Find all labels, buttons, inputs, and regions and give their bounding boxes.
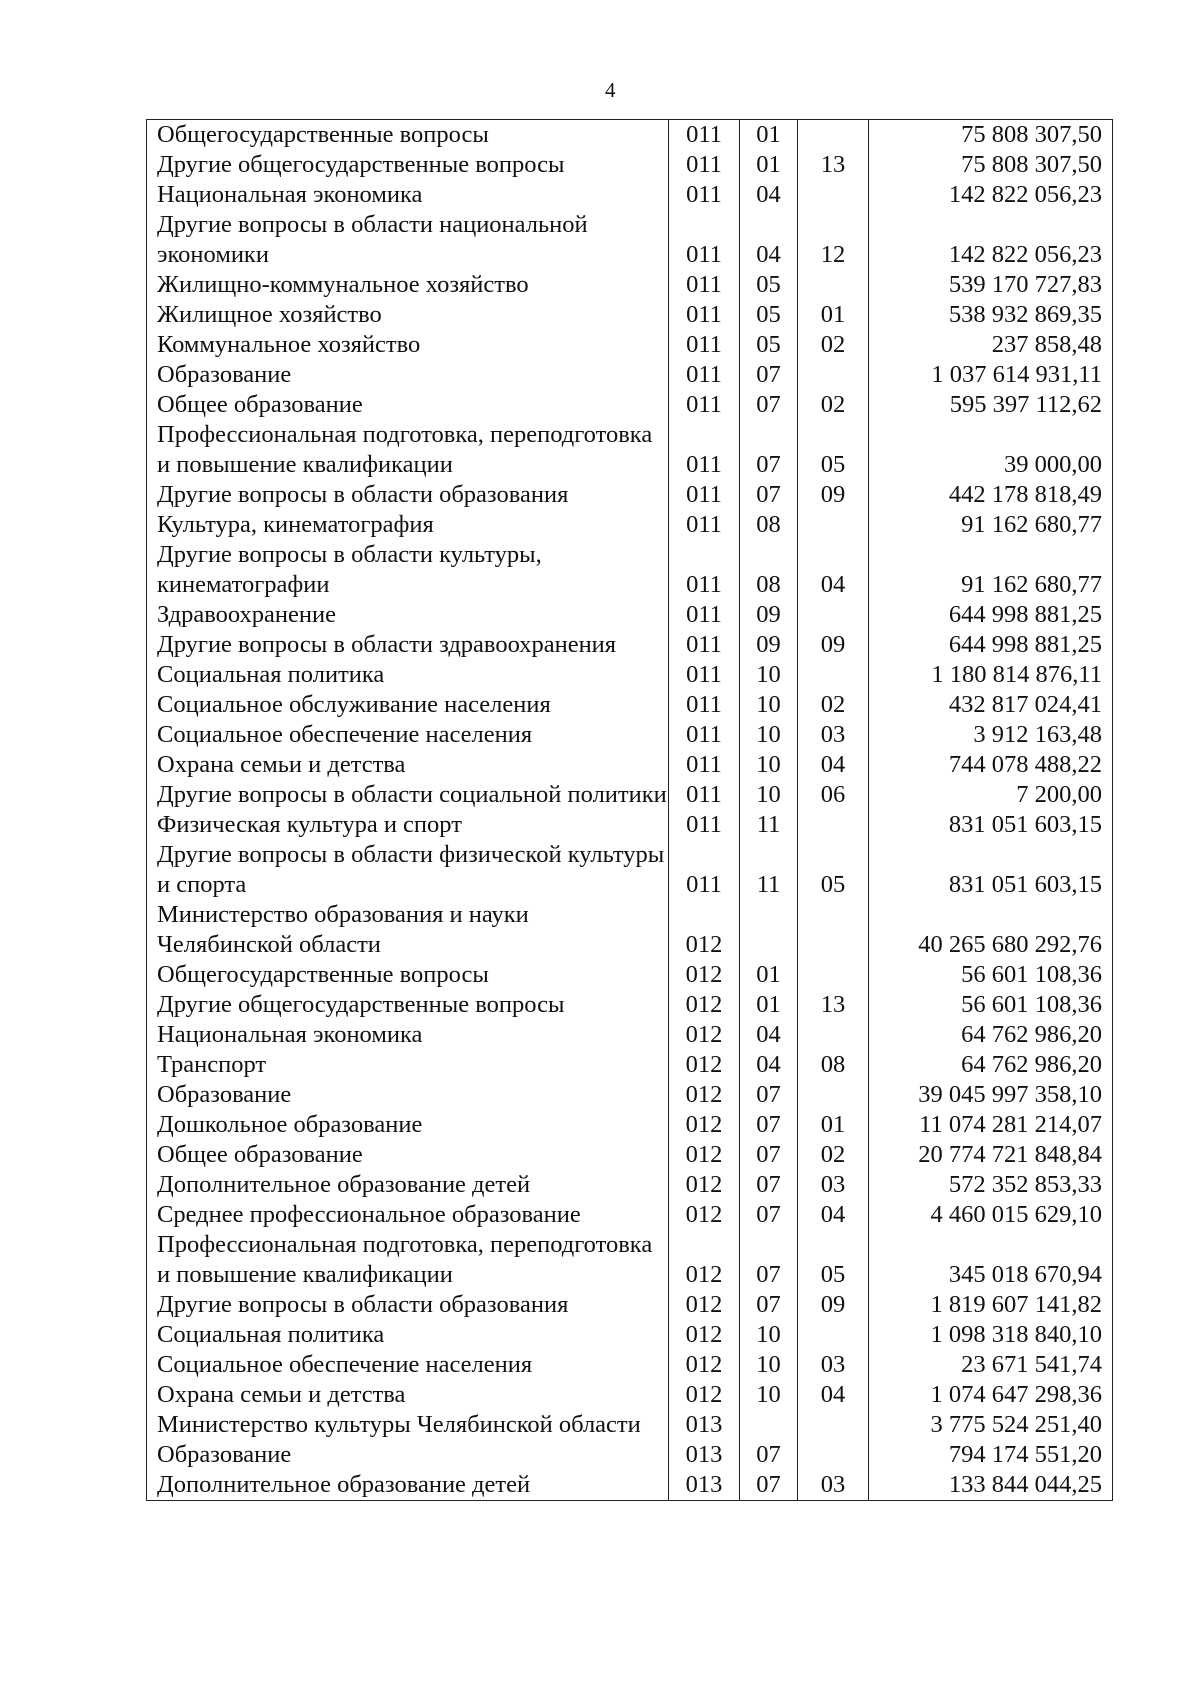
row-amount: 237 858,48	[869, 330, 1113, 360]
table-row	[147, 1200, 1113, 1230]
row-section-code: 01	[740, 150, 798, 180]
table-row	[147, 1230, 1113, 1290]
table-row	[147, 210, 1113, 270]
row-ministry-code: 013	[669, 1470, 740, 1501]
row-amount: 794 174 551,20	[869, 1440, 1113, 1470]
table-row	[147, 780, 1113, 810]
row-subsection-code: 05	[798, 840, 869, 900]
row-amount: 64 762 986,20	[869, 1050, 1113, 1080]
table-row	[147, 180, 1113, 210]
row-subsection-code	[798, 360, 869, 390]
row-ministry-code: 012	[669, 1290, 740, 1320]
row-ministry-code: 012	[669, 1230, 740, 1290]
row-ministry-code: 011	[669, 840, 740, 900]
row-name: Профессиональная подготовка, переподготовка и повышение квалификации	[147, 420, 669, 480]
row-amount: 1 074 647 298,36	[869, 1380, 1113, 1410]
row-ministry-code: 011	[669, 750, 740, 780]
row-subsection-code	[798, 1440, 869, 1470]
row-ministry-code: 012	[669, 900, 740, 960]
table-row	[147, 480, 1113, 510]
row-amount: 142 822 056,23	[869, 210, 1113, 270]
table-row	[147, 810, 1113, 840]
row-subsection-code	[798, 1020, 869, 1050]
row-subsection-code: 09	[798, 480, 869, 510]
row-name: Дошкольное образование	[147, 1110, 669, 1140]
row-name: Другие вопросы в области образования	[147, 480, 669, 510]
row-name: Национальная экономика	[147, 180, 669, 210]
row-name: Социальное обслуживание населения	[147, 690, 669, 720]
table-row	[147, 1350, 1113, 1380]
row-name: Культура, кинематография	[147, 510, 669, 540]
row-section-code: 07	[740, 390, 798, 420]
row-subsection-code: 13	[798, 150, 869, 180]
row-amount: 39 045 997 358,10	[869, 1080, 1113, 1110]
row-amount: 1 098 318 840,10	[869, 1320, 1113, 1350]
row-name: Министерство культуры Челябинской области	[147, 1410, 669, 1440]
row-amount: 91 162 680,77	[869, 510, 1113, 540]
row-name: Жилищное хозяйство	[147, 300, 669, 330]
row-ministry-code: 011	[669, 210, 740, 270]
row-ministry-code: 013	[669, 1440, 740, 1470]
row-ministry-code: 012	[669, 990, 740, 1020]
table-row	[147, 390, 1113, 420]
row-ministry-code: 011	[669, 720, 740, 750]
row-subsection-code: 01	[798, 300, 869, 330]
budget-table-body	[147, 120, 1113, 1501]
row-section-code	[740, 900, 798, 960]
row-amount: 133 844 044,25	[869, 1470, 1113, 1501]
row-name: Дополнительное образование детей	[147, 1470, 669, 1501]
row-subsection-code: 03	[798, 1170, 869, 1200]
table-row	[147, 1320, 1113, 1350]
row-section-code: 08	[740, 540, 798, 600]
table-row	[147, 720, 1113, 750]
row-ministry-code: 011	[669, 510, 740, 540]
row-name: Другие вопросы в области культуры, кинематографии	[147, 540, 669, 600]
row-ministry-code: 012	[669, 1020, 740, 1050]
row-ministry-code: 011	[669, 270, 740, 300]
row-section-code: 09	[740, 600, 798, 630]
row-section-code: 07	[740, 480, 798, 510]
row-amount: 4 460 015 629,10	[869, 1200, 1113, 1230]
row-name: Другие общегосударственные вопросы	[147, 990, 669, 1020]
row-ministry-code: 013	[669, 1410, 740, 1440]
table-row	[147, 510, 1113, 540]
row-subsection-code: 06	[798, 780, 869, 810]
row-amount: 744 078 488,22	[869, 750, 1113, 780]
row-ministry-code: 012	[669, 1140, 740, 1170]
row-amount: 75 808 307,50	[869, 120, 1113, 151]
row-amount: 538 932 869,35	[869, 300, 1113, 330]
row-section-code: 08	[740, 510, 798, 540]
row-subsection-code	[798, 600, 869, 630]
row-subsection-code: 01	[798, 1110, 869, 1140]
table-row	[147, 630, 1113, 660]
row-amount: 345 018 670,94	[869, 1230, 1113, 1290]
table-row	[147, 840, 1113, 900]
row-section-code: 01	[740, 960, 798, 990]
row-ministry-code: 012	[669, 1110, 740, 1140]
row-amount: 20 774 721 848,84	[869, 1140, 1113, 1170]
row-ministry-code: 011	[669, 690, 740, 720]
row-section-code: 10	[740, 750, 798, 780]
row-ministry-code: 011	[669, 630, 740, 660]
row-name: Другие общегосударственные вопросы	[147, 150, 669, 180]
row-name: Другие вопросы в области образования	[147, 1290, 669, 1320]
row-amount: 142 822 056,23	[869, 180, 1113, 210]
table-row	[147, 1050, 1113, 1080]
row-subsection-code	[798, 510, 869, 540]
row-ministry-code: 011	[669, 480, 740, 510]
row-ministry-code: 011	[669, 360, 740, 390]
row-section-code: 07	[740, 1290, 798, 1320]
table-row	[147, 1410, 1113, 1440]
row-name: Социальная политика	[147, 660, 669, 690]
table-row	[147, 750, 1113, 780]
table-row	[147, 690, 1113, 720]
table-row	[147, 1110, 1113, 1140]
row-subsection-code: 04	[798, 750, 869, 780]
row-subsection-code	[798, 810, 869, 840]
row-section-code: 07	[740, 1110, 798, 1140]
row-amount: 595 397 112,62	[869, 390, 1113, 420]
row-subsection-code	[798, 1080, 869, 1110]
row-section-code: 10	[740, 660, 798, 690]
row-subsection-code: 09	[798, 1290, 869, 1320]
row-section-code: 04	[740, 180, 798, 210]
row-amount: 831 051 603,15	[869, 840, 1113, 900]
row-ministry-code: 012	[669, 1170, 740, 1200]
row-amount: 644 998 881,25	[869, 630, 1113, 660]
row-ministry-code: 012	[669, 1050, 740, 1080]
row-ministry-code: 012	[669, 960, 740, 990]
row-subsection-code: 02	[798, 330, 869, 360]
row-section-code: 07	[740, 1470, 798, 1501]
row-amount: 539 170 727,83	[869, 270, 1113, 300]
row-section-code: 04	[740, 210, 798, 270]
row-amount: 40 265 680 292,76	[869, 900, 1113, 960]
row-name: Охрана семьи и детства	[147, 750, 669, 780]
row-subsection-code: 04	[798, 1200, 869, 1230]
row-ministry-code: 012	[669, 1380, 740, 1410]
row-subsection-code: 09	[798, 630, 869, 660]
row-ministry-code: 012	[669, 1350, 740, 1380]
row-subsection-code: 04	[798, 540, 869, 600]
row-section-code: 07	[740, 420, 798, 480]
row-amount: 23 671 541,74	[869, 1350, 1113, 1380]
row-amount: 3 775 524 251,40	[869, 1410, 1113, 1440]
row-amount: 432 817 024,41	[869, 690, 1113, 720]
table-row	[147, 900, 1113, 960]
row-amount: 572 352 853,33	[869, 1170, 1113, 1200]
row-amount: 1 037 614 931,11	[869, 360, 1113, 390]
row-section-code: 07	[740, 1080, 798, 1110]
row-ministry-code: 011	[669, 180, 740, 210]
table-row	[147, 270, 1113, 300]
row-name: Образование	[147, 360, 669, 390]
row-name: Образование	[147, 1080, 669, 1110]
row-name: Физическая культура и спорт	[147, 810, 669, 840]
row-amount: 1 180 814 876,11	[869, 660, 1113, 690]
row-subsection-code	[798, 1320, 869, 1350]
row-section-code: 11	[740, 810, 798, 840]
row-subsection-code: 03	[798, 1350, 869, 1380]
row-subsection-code	[798, 960, 869, 990]
row-ministry-code: 011	[669, 330, 740, 360]
row-amount: 7 200,00	[869, 780, 1113, 810]
row-subsection-code: 04	[798, 1380, 869, 1410]
row-ministry-code: 011	[669, 300, 740, 330]
row-name: Профессиональная подготовка, переподготовка и повышение квалификации	[147, 1230, 669, 1290]
row-ministry-code: 011	[669, 120, 740, 151]
row-amount: 3 912 163,48	[869, 720, 1113, 750]
row-section-code: 07	[740, 1140, 798, 1170]
row-ministry-code: 012	[669, 1080, 740, 1110]
row-name: Общее образование	[147, 1140, 669, 1170]
row-amount: 644 998 881,25	[869, 600, 1113, 630]
row-section-code: 11	[740, 840, 798, 900]
table-row	[147, 600, 1113, 630]
table-row	[147, 1440, 1113, 1470]
row-amount: 56 601 108,36	[869, 990, 1113, 1020]
row-amount: 75 808 307,50	[869, 150, 1113, 180]
table-row	[147, 330, 1113, 360]
row-name: Министерство образования и науки Челябинской области	[147, 900, 669, 960]
row-subsection-code: 03	[798, 720, 869, 750]
table-row	[147, 660, 1113, 690]
table-row	[147, 420, 1113, 480]
row-subsection-code: 05	[798, 1230, 869, 1290]
row-section-code: 01	[740, 990, 798, 1020]
row-subsection-code: 12	[798, 210, 869, 270]
row-name: Охрана семьи и детства	[147, 1380, 669, 1410]
row-ministry-code: 011	[669, 600, 740, 630]
row-section-code: 07	[740, 1230, 798, 1290]
row-section-code: 07	[740, 360, 798, 390]
row-section-code: 07	[740, 1200, 798, 1230]
row-name: Здравоохранение	[147, 600, 669, 630]
row-ministry-code: 011	[669, 390, 740, 420]
row-ministry-code: 011	[669, 660, 740, 690]
row-name: Социальная политика	[147, 1320, 669, 1350]
row-ministry-code: 011	[669, 420, 740, 480]
row-ministry-code: 011	[669, 780, 740, 810]
row-ministry-code: 011	[669, 540, 740, 600]
row-amount: 56 601 108,36	[869, 960, 1113, 990]
row-subsection-code: 02	[798, 690, 869, 720]
row-name: Общее образование	[147, 390, 669, 420]
row-subsection-code	[798, 120, 869, 151]
row-name: Другие вопросы в области физической культуры и спорта	[147, 840, 669, 900]
row-name: Национальная экономика	[147, 1020, 669, 1050]
table-row	[147, 1080, 1113, 1110]
row-name: Жилищно-коммунальное хозяйство	[147, 270, 669, 300]
row-ministry-code: 011	[669, 150, 740, 180]
row-amount: 11 074 281 214,07	[869, 1110, 1113, 1140]
row-section-code: 05	[740, 300, 798, 330]
row-section-code: 10	[740, 690, 798, 720]
row-amount: 1 819 607 141,82	[869, 1290, 1113, 1320]
row-subsection-code	[798, 660, 869, 690]
row-section-code: 10	[740, 1380, 798, 1410]
table-row	[147, 540, 1113, 600]
row-ministry-code: 011	[669, 810, 740, 840]
table-row	[147, 120, 1113, 151]
table-row	[147, 1140, 1113, 1170]
row-amount: 91 162 680,77	[869, 540, 1113, 600]
row-section-code: 09	[740, 630, 798, 660]
row-subsection-code: 13	[798, 990, 869, 1020]
row-name: Другие вопросы в области национальной экономики	[147, 210, 669, 270]
row-section-code: 04	[740, 1050, 798, 1080]
row-name: Социальное обеспечение населения	[147, 1350, 669, 1380]
row-section-code: 10	[740, 1350, 798, 1380]
row-section-code: 10	[740, 720, 798, 750]
table-row	[147, 990, 1113, 1020]
row-name: Социальное обеспечение населения	[147, 720, 669, 750]
row-section-code: 05	[740, 270, 798, 300]
table-row	[147, 300, 1113, 330]
row-name: Другие вопросы в области социальной политики	[147, 780, 669, 810]
row-name: Общегосударственные вопросы	[147, 960, 669, 990]
row-section-code: 07	[740, 1170, 798, 1200]
row-section-code: 05	[740, 330, 798, 360]
table-row	[147, 360, 1113, 390]
table-row	[147, 960, 1113, 990]
row-name: Среднее профессиональное образование	[147, 1200, 669, 1230]
row-name: Транспорт	[147, 1050, 669, 1080]
row-section-code: 10	[740, 1320, 798, 1350]
page-number: 4	[605, 78, 616, 102]
row-subsection-code	[798, 180, 869, 210]
row-section-code: 10	[740, 780, 798, 810]
table-row	[147, 1470, 1113, 1501]
row-amount: 39 000,00	[869, 420, 1113, 480]
row-ministry-code: 012	[669, 1200, 740, 1230]
row-subsection-code: 02	[798, 1140, 869, 1170]
row-subsection-code: 08	[798, 1050, 869, 1080]
row-amount: 442 178 818,49	[869, 480, 1113, 510]
row-name: Общегосударственные вопросы	[147, 120, 669, 151]
table-row	[147, 150, 1113, 180]
row-subsection-code: 02	[798, 390, 869, 420]
row-name: Образование	[147, 1440, 669, 1470]
table-row	[147, 1380, 1113, 1410]
row-name: Коммунальное хозяйство	[147, 330, 669, 360]
row-subsection-code: 03	[798, 1470, 869, 1501]
row-subsection-code	[798, 1410, 869, 1440]
row-ministry-code: 012	[669, 1320, 740, 1350]
row-section-code: 07	[740, 1440, 798, 1470]
row-name: Дополнительное образование детей	[147, 1170, 669, 1200]
row-subsection-code	[798, 270, 869, 300]
row-section-code: 04	[740, 1020, 798, 1050]
table-row	[147, 1290, 1113, 1320]
budget-table	[146, 119, 1113, 1501]
row-amount: 64 762 986,20	[869, 1020, 1113, 1050]
row-section-code: 01	[740, 120, 798, 151]
table-row	[147, 1020, 1113, 1050]
row-name: Другие вопросы в области здравоохранения	[147, 630, 669, 660]
row-section-code	[740, 1410, 798, 1440]
row-subsection-code: 05	[798, 420, 869, 480]
row-amount: 831 051 603,15	[869, 810, 1113, 840]
row-subsection-code	[798, 900, 869, 960]
table-row	[147, 1170, 1113, 1200]
